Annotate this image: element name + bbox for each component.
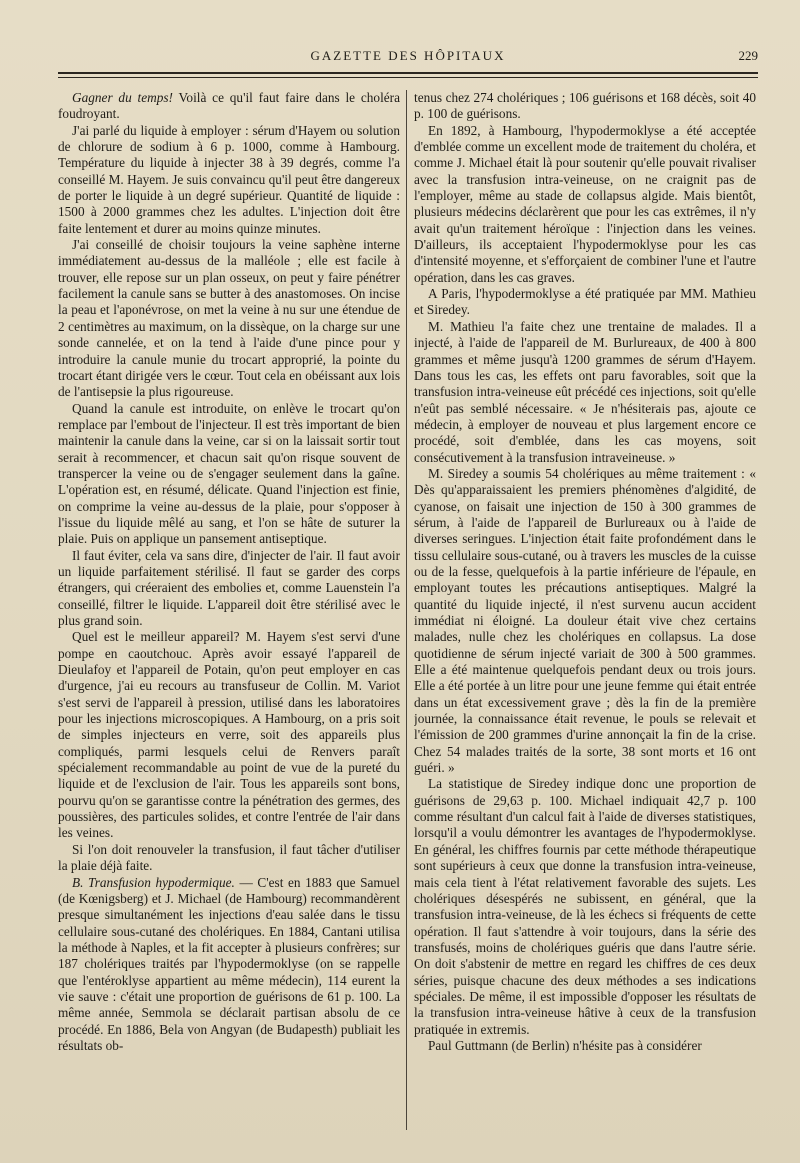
- paragraph-text: Il faut éviter, cela va sans dire, d'injecter de l'air. Il faut avoir un liquide parfaitement stérilisé. Il faut se garder des corps étrangers, qui créeraient des embolies et, comme Lauenstein l'a conseillé, filtrer le liquide. L'appareil doit être stérilisé avec le plus grand soin.: [58, 547, 400, 628]
- paragraph: [58, 90, 400, 123]
- paragraph-text: Quel est le meilleur appareil? M. Hayem s'est servi d'une pompe en caoutchouc. Après avoir essayé l'appareil de Dieulafoy et l'appareil de Potain, qu'on peut employer en cas d'urgence, j'ai eu recours au transfuseur de Collin. M. Variot s'est servi de l'appareil à pression, utilisé dans les laboratoires pour les injections microscopiques. A Hambourg, on a pris soit de simples injecteurs en verre, soit des appareils plus compliqués, parmi lesquels celui de Renvers paraît spécialement recommandable au point de vue de la pureté du liquide et de l'exclusion de l'air. Tous les appareils sont bons, pourvu qu'on se garantisse contre la pénétration des germes, des poussières, des particules solides, et contre l'entrée de l'air dans les veines.: [58, 629, 400, 841]
- paragraph: [58, 629, 400, 841]
- paragraph: [414, 90, 756, 123]
- paragraph-text: La statistique de Siredey indique donc une proportion de guérisons de 29,63 p. 100. Michael indiquait 42,7 p. 100 comme résultant d'un calcul fait à l'aide de diverses statistiques, lorsqu'il a voulu démontrer les avantages de l'hypodermoklyse. En général, les chiffres fournis par cette méthode thérapeutique sont supérieurs à ceux que donne la transfusion intra-veineuse, mais cela tient à l'état relativement favorable des sujets. Les cholériques désespérés ne subissent, en général, que la transfusion intra-veineuse, de là les échecs si fréquents de cette opération. Il faut s'attendre à voir toujours, dans la série des transfusés, moins de cholériques guéris que dans l'autre série. On doit s'abstenir de mettre en regard les chiffres de ces deux séries, puisque chacune des deux méthodes a ses indications spéciales. De même, il est impossible d'opposer les résultats de la transfusion intra-veineuse hâtive à ceux de la transfusion pratiquée in extremis.: [414, 776, 756, 1037]
- paragraph-lead: Gagner du temps!: [72, 90, 173, 105]
- paragraph-lead: B. Transfusion hypodermique.: [72, 874, 235, 890]
- paragraph: [58, 237, 400, 400]
- paragraph: [414, 123, 756, 286]
- paragraph-text: M. Mathieu l'a faite chez une trentaine de malades. Il a injecté, à l'aide de l'appareil de M. Burlureaux, de 400 à 800 grammes et même jusqu'à 1200 grammes de sérum d'Hayem. Dans tous les cas, les effets ont paru favorables, soit que la transfusion intra-veineuse eût précédé ces injections, soit qu'elle n'eût pas semblé nécessaire. « Je n'hésiterais pas, ajoute ce médecin, à employer de nouveau et plus largement encore ce procédé, soit d'emblée, dans les cas moyens, soit consécutivement à la transfusion intraveineuse. »: [414, 318, 756, 465]
- paragraph: [414, 319, 756, 466]
- paragraph: [58, 401, 400, 548]
- journal-title: GAZETTE DES HÔPITAUX: [310, 48, 506, 63]
- paragraph: [58, 875, 400, 1055]
- right-column: [414, 90, 756, 1135]
- paragraph: [414, 466, 756, 777]
- paragraph: [414, 286, 756, 319]
- paragraph-text: Si l'on doit renouveler la transfusion, il faut tâcher d'utiliser la plaie déjà faite.: [58, 841, 400, 874]
- paragraph-text: Quand la canule est introduite, on enlève le trocart qu'on remplace par l'embout de l'injecteur. Il est très important de bien maintenir la canule dans la veine, car si on la laissait sortir tout serait à recommencer, et chacun sait qu'on risque souvent de transpercer la veine ou de s'engager seulement dans la gaîne. L'opération est, en résumé, délicate. Quand l'injection est finie, on comprime la veine au-dessus de la plaie, pour s'opposer à l'issue du liquide mêlé au sang, et l'on se hâte de suturer la plaie. Puis on applique un pansement antiseptique.: [58, 400, 400, 547]
- header-rule-thin: [58, 77, 758, 78]
- paragraph-text: Voilà ce qu'il faut faire dans le choléra foudroyant.: [58, 90, 400, 122]
- paragraph: [414, 1038, 756, 1054]
- paragraph: [58, 123, 400, 237]
- running-header: [58, 48, 758, 68]
- page-number: 229: [738, 48, 758, 63]
- paragraph: [58, 842, 400, 875]
- header-rule-thick: [58, 72, 758, 74]
- paragraph-text: M. Siredey a soumis 54 cholériques au même traitement : « Dès qu'apparaissaient les premiers phénomènes d'algidité, de cyanose, on faisait une injection de 150 à 300 grammes de sérum, à l'aide de l'appareil de Burlureaux ou à l'aide de diverses seringues. L'injection était faite profondément dans le tissu cellulaire sous-cutané, ou à travers les muscles de la cuisse ou de la fesse, quelquefois à la partie inférieure de l'épaule, en employant toutes les précautions antiseptiques. Malgré la quantité du liquide injecté, il n'est survenu aucun accident immédiat ni éloigné. La douleur était vive chez certains malades, nulle chez les cholériques en collapsus. La dose quotidienne de sérum injecté variait de 300 à 500 grammes. Elle a été maintenue quelquefois pendant deux ou trois jours. Elle a été portée à un litre pour une jeune femme qui était entrée dans un état excessivement grave ; dès la fin de la première journée, la connaissance était revenue, le pouls se relevait et l'émission de 200 grammes d'urine annonçait la fin de la crise. Chez 54 malades traités de la sorte, 38 sont morts et 16 ont guéri. »: [414, 465, 756, 776]
- paragraph-text: J'ai parlé du liquide à employer : sérum d'Hayem ou solution de chlorure de sodium à 6 p. 1000, comme à Hambourg. Température du liquide à injecter 38 à 39 degrés, comme l'a conseillé M. Hayem. Je suis convaincu qu'il peut être dangereux de porter le liquide à un degré supérieur. Quantité de liquide : 1500 à 2000 grammes chez les adultes. L'injection doit être faite lentement et durer au moins quinze minutes.: [58, 122, 400, 236]
- paragraph-text: — C'est en 1883 que Samuel (de Kœnigsberg) et J. Michael (de Hambourg) recommandèrent presque simultanément les injections d'eau salée dans le tissu cellulaire sous-cutané des cholériques. En 1884, Cantani utilisa la méthode à Naples, et la fit accepter à plusieurs confrères; sur 187 cholériques traités par l'hypodermoklyse (on se rappelle que l'entéroklyse appartient au même médecin), 114 eurent la vie sauve : c'était une proportion de guérisons de 61 p. 100. La même année, Semmola se déclarait partisan absolu de ce procédé. En 1886, Bela von Angyan (de Budapesth) publiait les résultats ob-: [58, 874, 400, 1053]
- paragraph-text: tenus chez 274 cholériques ; 106 guérisons et 168 décès, soit 40 p. 100 de guérisons.: [414, 90, 756, 122]
- paragraph: [58, 548, 400, 630]
- paragraph-text: A Paris, l'hypodermoklyse a été pratiquée par MM. Mathieu et Siredey.: [414, 286, 756, 318]
- left-column: [58, 90, 400, 1135]
- paragraph: [414, 776, 756, 1038]
- paragraph-text: En 1892, à Hambourg, l'hypodermoklyse a été acceptée d'emblée comme un excellent mode de traitement du choléra, et comme J. Michael était là pour soutenir qu'elle pouvait rivaliser avec la transfusion intra-veineuse, on ne craignit pas de l'employer, même au stade de collapsus algide. Mais bientôt, plusieurs médecins déclarèrent que pour les cas extrêmes, il n'y avait qu'un traitement héroïque : l'injection dans les veines. D'ailleurs, ils acceptaient l'hypodermoklyse pour les cas d'intensité moyenne, et s'efforçaient de combiner l'une et l'autre opération, dans les cas graves.: [414, 122, 756, 285]
- paragraph-text: Paul Guttmann (de Berlin) n'hésite pas à considérer: [428, 1037, 702, 1053]
- paragraph-text: J'ai conseillé de choisir toujours la veine saphène interne immédiatement au-dessus de la malléole ; elle est facile à trouver, elle repose sur un plan osseux, on peut y faire pénétrer facilement la canule sans se butter à des anastomoses. On incise la peau et l'aponévrose, on met la veine à nu sur une étendue de 2 centimètres au maximum, on la dissèque, on la charge sur une sonde cannelée, et on la tend à l'aide d'une pince pour y introduire la canule munie du trocart approprié, la pointe du trocart étant dirigée vers le cœur. Tout cela en obéissant aux lois de l'antisepsie la plus rigoureuse.: [58, 237, 400, 400]
- column-divider: [406, 90, 407, 1130]
